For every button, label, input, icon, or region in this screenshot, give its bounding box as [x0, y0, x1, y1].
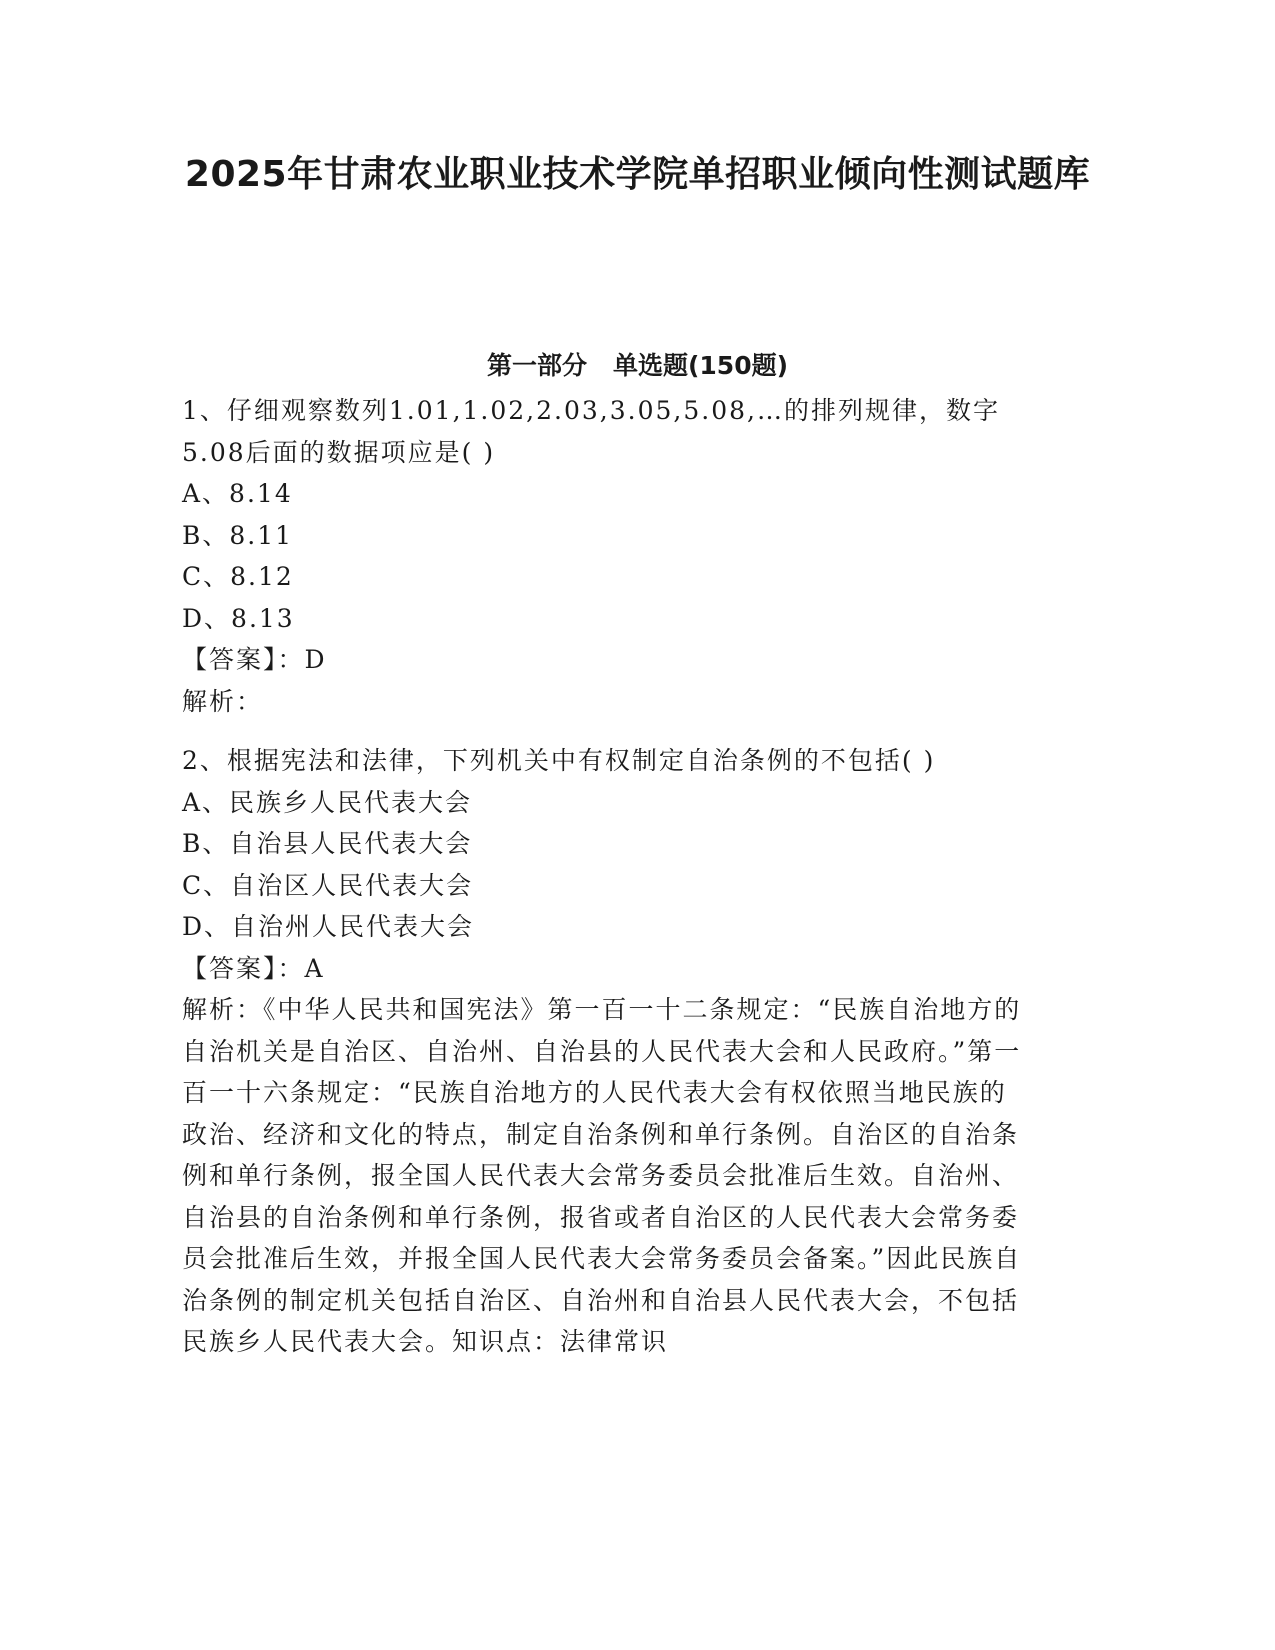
question-stem: 2、根据宪法和法律，下列机关中有权制定自治条例的不包括( )	[182, 746, 936, 775]
option-d: D、自治州人民代表大会	[182, 912, 475, 941]
explanation: 解析：	[182, 686, 264, 716]
option-a: A、民族乡人民代表大会	[182, 787, 473, 817]
answer: 【答案】：D	[182, 645, 327, 674]
question-stem: 1、仔细观察数列1.01,1.02,2.03,3.05,5.08,…的排列规律，数字5.08后面的数据项应是( )	[182, 396, 1000, 467]
question-1	[182, 390, 1022, 722]
option-b: B、自治县人民代表大会	[182, 829, 473, 858]
explanation: 解析：《中华人民共和国宪法》第一百一十二条规定：“民族自治地方的自治机关是自治区、自治州、自治县的人民代表大会和人民政府。”第一百一十六条规定：“民族自治地方的人民代表大会有权依照当地民族的政治、经济和文化的特点，制定自治条例和单行条例。自治区的自治条例和单行条例，报全国人民代表大会常务委员会批准后生效。自治州、自治县的自治条例和单行条例，报省或者自治区的人民代表大会常务委员会批准后生效，并报全国人民代表大会常务委员会备案。”因此民族自治条例的制定机关包括自治区、自治州和自治县人民代表大会，不包括民族乡人民代表大会。知识点：法律常识	[182, 995, 1022, 1356]
option-c: C、自治区人民代表大会	[182, 870, 474, 900]
section-name: 单选题(150题)	[612, 351, 789, 380]
option-d: D、8.13	[182, 603, 295, 633]
question-2	[182, 740, 1022, 1363]
section-heading	[180, 348, 1095, 384]
answer: 【答案】：A	[182, 953, 325, 983]
document-title: 2025年甘肃农业职业技术学院单招职业倾向性测试题库	[184, 154, 1091, 195]
section-part: 第一部分	[486, 351, 587, 380]
option-a: A、8.14	[182, 479, 293, 508]
option-b: B、8.11	[182, 520, 294, 550]
option-c: C、8.12	[182, 562, 294, 591]
